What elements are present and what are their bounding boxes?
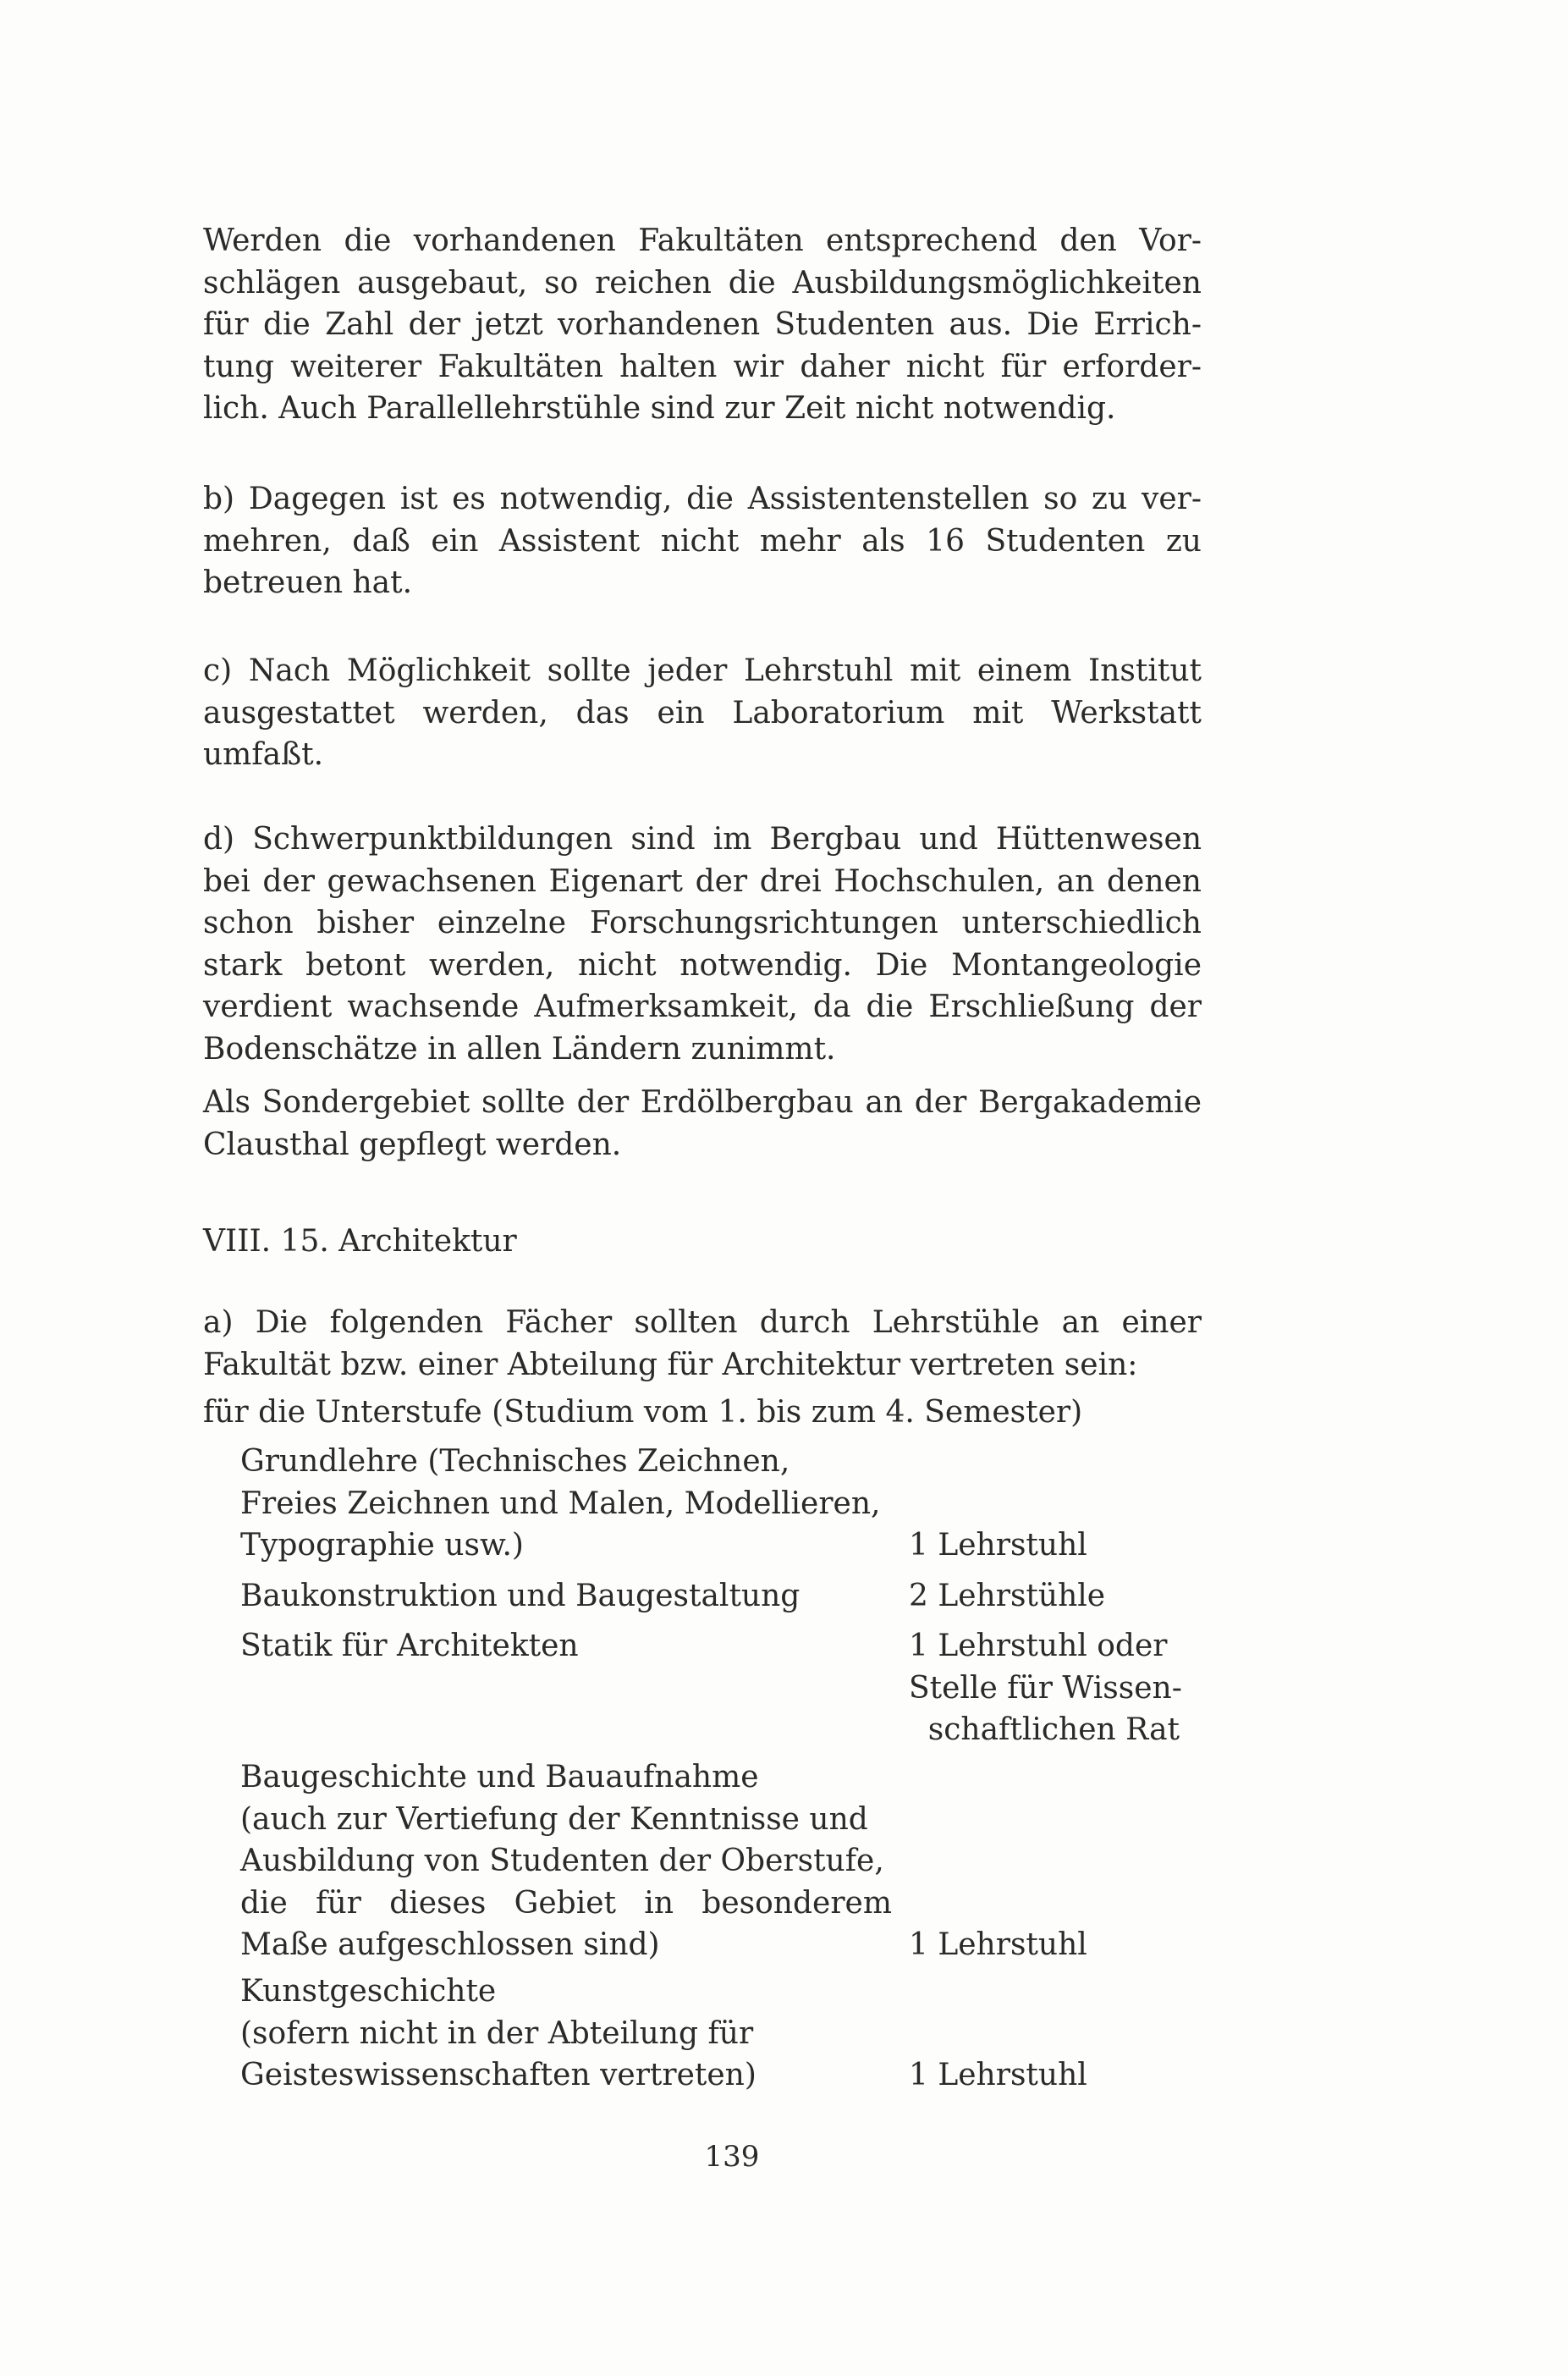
subject-cell — [240, 1756, 892, 1966]
text-line: Typographie usw.) — [240, 1528, 524, 1563]
text-line: Grundlehre (Technisches Zeichnen, — [240, 1444, 790, 1479]
text-line: Werden die vorhandenen Fakultäten entsprechend den Vor- — [203, 223, 1202, 258]
paragraph-d-focus — [203, 819, 1202, 1070]
text-line: Bodenschätze in allen Ländern zunimmt. — [203, 1031, 836, 1067]
text-line: d) Schwerpunktbildungen sind im Bergbau und Hüttenwesen — [203, 822, 1202, 857]
paragraph-a-subjects — [203, 1302, 1202, 1386]
page-number: 139 — [704, 2140, 760, 2174]
allocation-cell — [909, 2054, 1213, 2097]
text-line: Clausthal gepflegt werden. — [203, 1127, 622, 1162]
text-line: Ausbildung von Studenten der Oberstufe, — [240, 1844, 884, 1878]
text-line: Fakultät bzw. einer Abteilung für Architektur vertreten sein: — [203, 1347, 1138, 1382]
subject-cell — [240, 1625, 892, 1668]
text-line: umfaßt. — [203, 737, 324, 772]
subject-cell — [240, 1441, 892, 1567]
allocation-cell — [909, 1575, 1213, 1618]
text-line: verdient wachsende Aufmerksamkeit, da die Erschließung der — [203, 990, 1202, 1024]
text-line: (sofern nicht in der Abteilung für — [240, 2015, 754, 2051]
text-line: schaftlichen Rat — [927, 1712, 1180, 1747]
text-line: stark betont werden, nicht notwendig. Die Montangeologie — [203, 947, 1202, 983]
paragraph-faculties — [203, 220, 1202, 430]
text-line: 1 Lehrstuhl — [909, 1528, 1087, 1563]
text-line: für die Unterstufe (Studium vom 1. bis zum 4. Semester) — [203, 1395, 1083, 1430]
subject-cell — [240, 1971, 892, 2097]
text-line: schlägen ausgebaut, so reichen die Ausbildungsmöglichkeiten — [203, 265, 1202, 300]
unterstufe-intro — [203, 1392, 1202, 1434]
text-line: Baugeschichte und Bauaufnahme — [240, 1760, 759, 1794]
text-line: schon bisher einzelne Forschungsrichtungen unterschiedlich — [203, 906, 1202, 940]
text-line: ausgestattet werden, das ein Laboratorium mit Werkstatt — [203, 695, 1202, 730]
allocation-cell — [909, 1625, 1213, 1751]
paragraph-special-field — [203, 1082, 1202, 1166]
text-line: Baukonstruktion und Baugestaltung — [240, 1579, 801, 1613]
text-line: Kunstgeschichte — [240, 1974, 497, 2009]
text-line: Statik für Architekten — [240, 1629, 579, 1663]
text-line: Freies Zeichnen und Malen, Modellieren, — [240, 1486, 881, 1521]
text-line: Geisteswissenschaften vertreten) — [240, 2058, 756, 2092]
text-line: Maße aufgeschlossen sind) — [240, 1927, 660, 1962]
text-line: b) Dagegen ist es notwendig, die Assistentenstellen so zu ver- — [203, 482, 1202, 516]
section-heading — [203, 1221, 1202, 1263]
text-line: a) Die folgenden Fächer sollten durch Lehrstühle an einer — [203, 1305, 1202, 1340]
allocation-cell — [909, 1924, 1213, 1966]
allocation-cell — [909, 1524, 1213, 1567]
text-line: c) Nach Möglichkeit sollte jeder Lehrstuhl mit einem Institut — [203, 653, 1202, 688]
text-line: bei der gewachsenen Eigenart der drei Hochschulen, an denen — [203, 863, 1202, 899]
text-line: 1 Lehrstuhl oder — [909, 1629, 1168, 1663]
text-line: mehren, daß ein Assistent nicht mehr als 16 Studenten zu — [203, 523, 1202, 559]
text-line: lich. Auch Parallellehrstühle sind zur Zeit nicht notwendig. — [203, 391, 1116, 426]
subject-cell — [240, 1575, 892, 1618]
paragraph-b-assistants — [203, 478, 1202, 604]
text-line: tung weiterer Fakultäten halten wir daher nicht für erforder- — [203, 349, 1202, 384]
paragraph-c-institute — [203, 650, 1202, 776]
text-line: 1 Lehrstuhl — [909, 1927, 1087, 1962]
text-line: Stelle für Wissen- — [909, 1670, 1182, 1706]
text-line: 1 Lehrstuhl — [909, 2058, 1087, 2092]
text-line: betreuen hat. — [203, 565, 413, 600]
section-heading-text: VIII. 15. Architektur — [203, 1224, 517, 1259]
text-line: die für dieses Gebiet in besonderem — [240, 1885, 892, 1921]
text-line: Als Sondergebiet sollte der Erdölbergbau an der Bergakademie — [203, 1085, 1202, 1120]
text-line: (auch zur Vertiefung der Kenntnisse und — [240, 1801, 868, 1837]
text-line: 2 Lehrstühle — [909, 1579, 1106, 1613]
text-line: für die Zahl der jetzt vorhandenen Studenten aus. Die Errich- — [203, 307, 1202, 342]
